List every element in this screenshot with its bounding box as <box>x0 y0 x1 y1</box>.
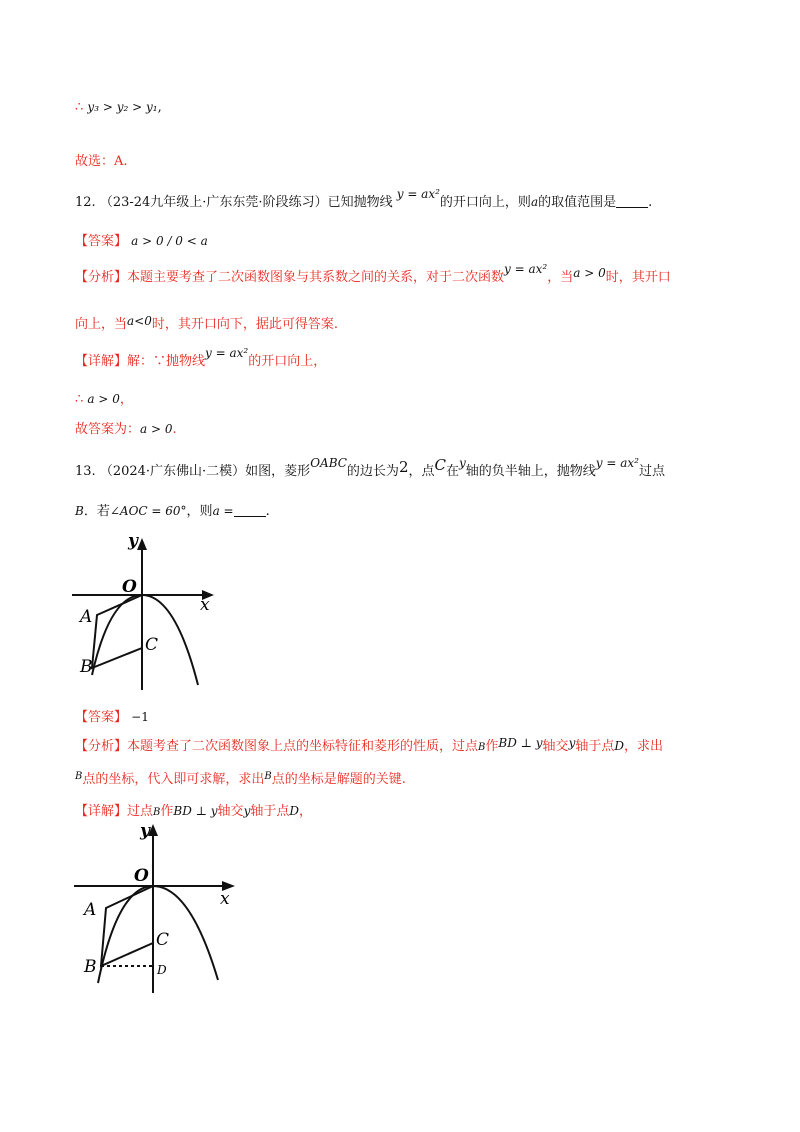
label-c: C <box>156 930 170 950</box>
q12-function: y = ax² <box>396 187 440 201</box>
q13-point-c: C <box>434 456 446 474</box>
final-end: . <box>172 422 177 437</box>
final-result: a > 0 <box>140 422 173 436</box>
q13-ask: a = <box>212 504 234 518</box>
q12-analysis <box>75 262 671 285</box>
detail-comma: ， <box>119 392 133 407</box>
label-c: C <box>145 635 159 655</box>
final-text: 故答案为： <box>75 422 141 437</box>
q12-var: a <box>530 195 539 209</box>
answer-blank <box>616 195 648 208</box>
q11-inequality: y₃ > y₂ > y₁ <box>87 100 158 114</box>
q12-text: 的取值范围是 <box>538 195 617 210</box>
q13-text: ，则 <box>186 504 213 519</box>
analysis-text: 向上，当 <box>75 317 128 332</box>
q13-text: ，点 <box>408 464 435 479</box>
analysis-condition: a<0 <box>127 314 152 328</box>
q13-axis-y: y <box>459 456 466 470</box>
analysis-function: y = ax² <box>504 262 548 276</box>
detail-point-d: D <box>289 804 299 818</box>
q12-detail <box>75 346 327 369</box>
analysis-axis-y: y <box>568 736 576 750</box>
analysis-text: 本题主要考查了二次函数图象与其系数之间的关系，对于二次函数 <box>127 270 505 285</box>
q13-source: （2024·广东佛山·二模）如图，菱形 <box>99 464 311 479</box>
rhombus <box>92 595 142 668</box>
answer-blank <box>234 504 266 517</box>
detail-perpendicular: BD ⊥ y <box>173 804 218 818</box>
therefore-symbol: ∴ <box>75 100 84 115</box>
q12-answer-value: a > 0 / 0 < a <box>131 234 208 248</box>
y-arrow-icon <box>137 538 147 550</box>
analysis-point-b: B <box>264 771 272 782</box>
label-x: x <box>200 595 210 615</box>
q12-question <box>75 187 653 210</box>
analysis-point-b: B <box>478 742 486 753</box>
q13-answer-value: −1 <box>131 710 149 724</box>
label-b: B <box>84 957 97 977</box>
analysis-text: 点的坐标是解题的关键. <box>271 772 406 787</box>
q12-number: 12. <box>75 195 96 210</box>
label-o: O <box>122 577 137 597</box>
q13-text: 的边长为 <box>346 464 399 479</box>
answer-tag: 【答案】 <box>75 710 128 725</box>
detail-text: 轴于点 <box>250 804 290 819</box>
label-a: A <box>80 607 93 627</box>
q13-text: 过点 <box>639 464 666 479</box>
therefore-symbol: ∴ <box>75 392 84 407</box>
q12-end: . <box>648 195 653 210</box>
q13-end: . <box>265 504 270 519</box>
analysis-tag: 【分析】 <box>75 270 128 285</box>
label-b: B <box>80 657 93 677</box>
label-o: O <box>134 866 149 886</box>
q13-analysis-cont <box>75 768 406 787</box>
q13-answer <box>75 706 149 725</box>
analysis-text: 时，其开口 <box>605 270 671 285</box>
analysis-text: ，当 <box>547 270 574 285</box>
detail-axis-y: y <box>243 804 251 818</box>
analysis-text: 本题考查了二次函数图象上点的坐标特征和菱形的性质，过点 <box>127 739 479 754</box>
analysis-text: ，求出 <box>623 739 663 754</box>
detail-text: ， <box>298 804 312 819</box>
q13-text: 在 <box>445 464 459 479</box>
q13-text: ．若 <box>83 504 110 519</box>
detail-text: 轴交 <box>217 804 244 819</box>
q13-point-b: B <box>75 504 84 518</box>
q13-function: y = ax² <box>595 456 639 470</box>
q13-shape: OABC <box>310 456 347 470</box>
rhombus <box>101 886 153 966</box>
detail-result: a > 0 <box>87 392 120 406</box>
q13-detail-figure <box>70 818 250 998</box>
analysis-point-d: D <box>614 739 624 753</box>
q13-number: 13. <box>75 464 96 479</box>
label-y: y <box>140 821 150 841</box>
q11-choice: 故选：A. <box>75 154 128 169</box>
detail-text: 过点 <box>127 804 154 819</box>
detail-tag: 【详解】 <box>75 354 128 369</box>
detail-point-b: B <box>153 807 161 818</box>
answer-tag: 【答案】 <box>75 234 128 249</box>
label-x: x <box>220 889 230 909</box>
label-a: A <box>84 900 97 920</box>
analysis-text: 时，其开口向下，据此可得答案. <box>151 317 338 332</box>
q13-question-cont <box>75 500 270 519</box>
analysis-condition: a > 0 <box>573 266 606 280</box>
q13-side: 2 <box>398 458 409 476</box>
q12-source: （23-24九年级上·广东东莞·阶段练习）已知抛物线 <box>99 195 393 210</box>
q13-detail <box>75 800 312 819</box>
q12-answer <box>75 230 208 249</box>
q13-analysis <box>75 735 663 754</box>
detail-text: 作 <box>160 804 174 819</box>
analysis-text: 作 <box>485 739 499 754</box>
analysis-text: 点的坐标，代入即可求解，求出 <box>82 772 265 787</box>
q13-text: 轴的负半轴上，抛物线 <box>465 464 596 479</box>
q13-figure <box>70 530 230 695</box>
q12-detail-result <box>75 388 133 407</box>
q12-analysis-cont <box>75 313 338 332</box>
label-d: D <box>157 963 167 977</box>
q11-conclusion <box>75 100 162 115</box>
analysis-text: 轴交 <box>542 739 569 754</box>
detail-text: 的开口向上， <box>248 354 327 369</box>
label-y: y <box>128 531 138 551</box>
analysis-text: 轴于点 <box>575 739 615 754</box>
analysis-tag: 【分析】 <box>75 739 128 754</box>
q12-final <box>75 418 177 437</box>
q11-comma: , <box>157 100 162 115</box>
analysis-perpendicular: BD ⊥ y <box>498 736 543 750</box>
q13-question <box>75 456 666 479</box>
detail-tag: 【详解】 <box>75 804 128 819</box>
q12-text: 的开口向上，则 <box>439 195 531 210</box>
detail-function: y = ax² <box>205 346 249 360</box>
detail-text: 解：∵抛物线 <box>127 354 206 369</box>
analysis-point-b: B <box>75 771 83 782</box>
q13-angle: ∠AOC = 60° <box>109 504 187 518</box>
